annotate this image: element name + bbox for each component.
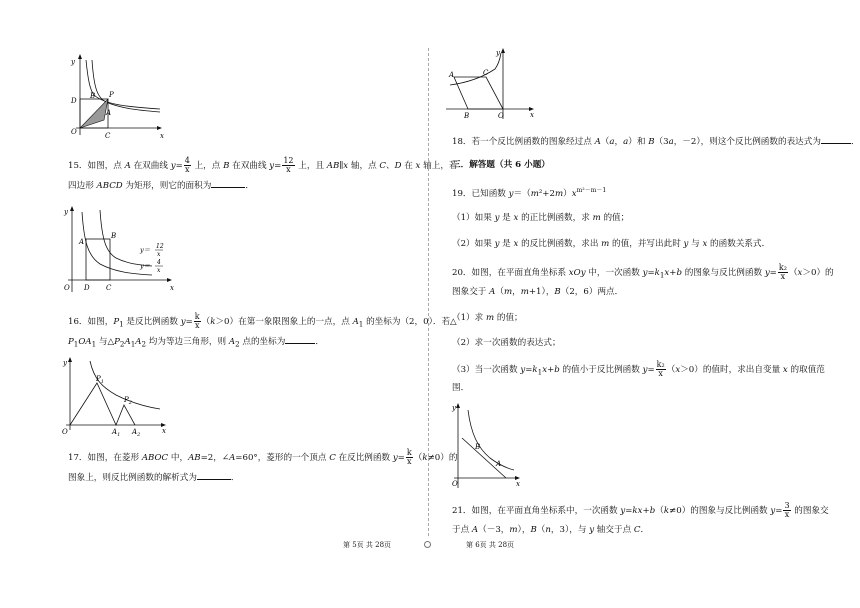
q17-line2: 图象上，则反比例函数的解析式为 ． — [68, 470, 240, 486]
fig-tl-p: P — [109, 91, 114, 99]
q20-frac-k2x: $\frac{\text{k₂}}{x}$ — [778, 263, 787, 281]
fig15-y: y — [64, 208, 68, 216]
fig15-lab1n: 12 — [156, 243, 164, 250]
fig-tl-b: B — [90, 92, 96, 100]
q21-line2: 于点 A（－3，m），B（n，3），与 y 轴交于点 C． — [452, 525, 650, 535]
fig15-o: O — [64, 284, 70, 292]
q20-frac-k2x-b: $\frac{\text{k₂}}{x}$ — [656, 360, 665, 378]
q19-line1: 19．已知函数 $y=(m^2+2m)x^{m^2-m-1}$ — [452, 187, 607, 199]
fig15-d: D — [84, 284, 90, 292]
fig20-b: B — [475, 443, 481, 451]
figure-top-left — [60, 50, 170, 140]
q20-line3: （1）求 m 的值； — [452, 313, 523, 323]
fig20-y: y — [452, 404, 456, 412]
fig16-x: x — [162, 427, 166, 435]
fig15-lab2: y＝ — [140, 262, 151, 270]
fig15-lab1d: x — [157, 251, 161, 258]
fig16-y: y — [63, 359, 67, 367]
q18-answer-blank[interactable] — [821, 134, 851, 144]
q15-line1: 15．如图，点 A 在双曲线 y= $\frac{4}{x}$ 上，点 B 在双曲线 y= $\frac{12}{x}$ 上，且 AB∥x 轴，点 C、D 在 x 轴上，若 — [68, 156, 458, 174]
q15-frac-12x: $\frac{12}{x}$ — [283, 156, 294, 174]
section-heading: 三．解答题（共 6 小题） — [452, 160, 550, 170]
fig-tl-a: A — [106, 109, 112, 117]
fig15-c: C — [106, 284, 112, 292]
fig16-p1: $P_1$ — [96, 375, 104, 385]
fig15-lab1: y＝ — [140, 246, 151, 254]
q16-answer-blank[interactable] — [285, 334, 315, 344]
fig16-o: O — [62, 428, 68, 436]
q17-frac-kx: $\frac{k}{x}$ — [406, 448, 412, 466]
fig-tr-a: A — [449, 71, 455, 79]
fig-tl-y: y — [71, 58, 75, 66]
fig20-a: A — [496, 460, 502, 468]
q20-line5: （3）当一次函数 $y=k_1x+b$ 的值小于反比例函数 y= $\frac{\text{k₂}}{x}$ （x＞0）的值时，求出自变量 x 的取值范 — [452, 360, 825, 378]
q15-frac-4x: $\frac{4}{x}$ — [184, 156, 190, 174]
q20-line1: 20．如图，在平面直角坐标系 xOy 中，一次函数 $y=k_1x+b$ 的图象与反比例函数 y= $\frac{\text{k₂}}{x}$ （x＞0）的 — [452, 263, 834, 281]
q17-answer-blank[interactable] — [197, 470, 231, 480]
fig15-x: x — [170, 284, 174, 292]
fig15-lab2d: x — [157, 267, 161, 274]
figure-top-right — [440, 45, 550, 125]
fig16-p2: $P_2$ — [124, 396, 132, 406]
fig-tr-y: y — [496, 49, 500, 57]
q20-line4: （2）求一次函数的表达式； — [452, 338, 561, 348]
q20-line2: 图象交于 A（m，m+1），B（2，6）两点． — [452, 287, 624, 297]
binding-ring-icon — [424, 541, 431, 548]
q19-line2: （1）如果 y 是 x 的正比例函数，求 m 的值； — [452, 213, 630, 223]
q15-answer-blank[interactable] — [211, 178, 245, 188]
column-divider — [428, 48, 429, 536]
footer-page-right: 第 6页 共 28页 — [466, 541, 515, 549]
q17-line1: 17．如图，在菱形 ABOC 中，AB=2，∠A=60°，菱形的一个顶点 C 在反比例函数 y= $\frac{k}{x}$ （k≠0）的 — [68, 448, 458, 466]
figure-q15 — [60, 202, 180, 298]
q15-line2: 四边形 ABCD 为矩形，则它的面积为 ． — [68, 178, 254, 194]
fig15-lab2n: 4 — [157, 259, 161, 266]
fig16-a2: $A_2$ — [132, 428, 141, 438]
q18-line1: 18．若一个反比例函数的图象经过点 A（a，a）和 B（3a，－2），则这个反比例函数的表达式为 ． — [452, 134, 860, 150]
fig20-x: x — [516, 480, 520, 488]
q21-line1: 21．如图，在平面直角坐标系中，一次函数 y=kx+b（k≠0）的图象与反比例函数 y= $\frac{3}{x}$ 的图象交 — [452, 501, 829, 519]
footer-page-left: 第 5页 共 28页 — [343, 541, 392, 549]
q16-line2: $P_1OA_1$ 与$\triangle P_2A_1A_2$ 均为等边三角形，则 $A_2$ 点的坐标为 ． — [68, 334, 324, 352]
fig-tl-x: x — [160, 132, 164, 140]
q16-line1: 16．如图，$P_1$ 是反比例函数 y= $\frac{k}{x}$ （k＞0）在第一象限图象上的一点，点 $A_1$ 的坐标为（2，0）．若△ — [68, 312, 457, 330]
q16-frac-kx: $\frac{k}{x}$ — [194, 312, 200, 330]
fig-tr-b: B — [464, 112, 470, 120]
fig15-b: B — [111, 232, 117, 240]
q20-line6: 围． — [452, 383, 470, 393]
fig-tr-x: x — [530, 111, 534, 119]
fig-tr-o: O — [498, 112, 504, 120]
figure-q20 — [446, 400, 526, 492]
fig-tl-d: D — [71, 97, 77, 105]
figure-q16 — [60, 355, 170, 438]
fig-tr-c: C — [483, 69, 489, 77]
fig-tl-c: C — [105, 132, 111, 140]
q19-line3: （2）如果 y 是 x 的反比例函数，求出 m 的值，并写出此时 y 与 x 的函数关系式． — [452, 239, 771, 249]
q21-frac-3x: $\frac{3}{x}$ — [784, 501, 790, 519]
fig15-a: A — [79, 238, 85, 246]
fig16-a1: $A_1$ — [112, 428, 121, 438]
fig-tl-o: O — [71, 128, 77, 136]
fig20-o: O — [452, 480, 458, 488]
